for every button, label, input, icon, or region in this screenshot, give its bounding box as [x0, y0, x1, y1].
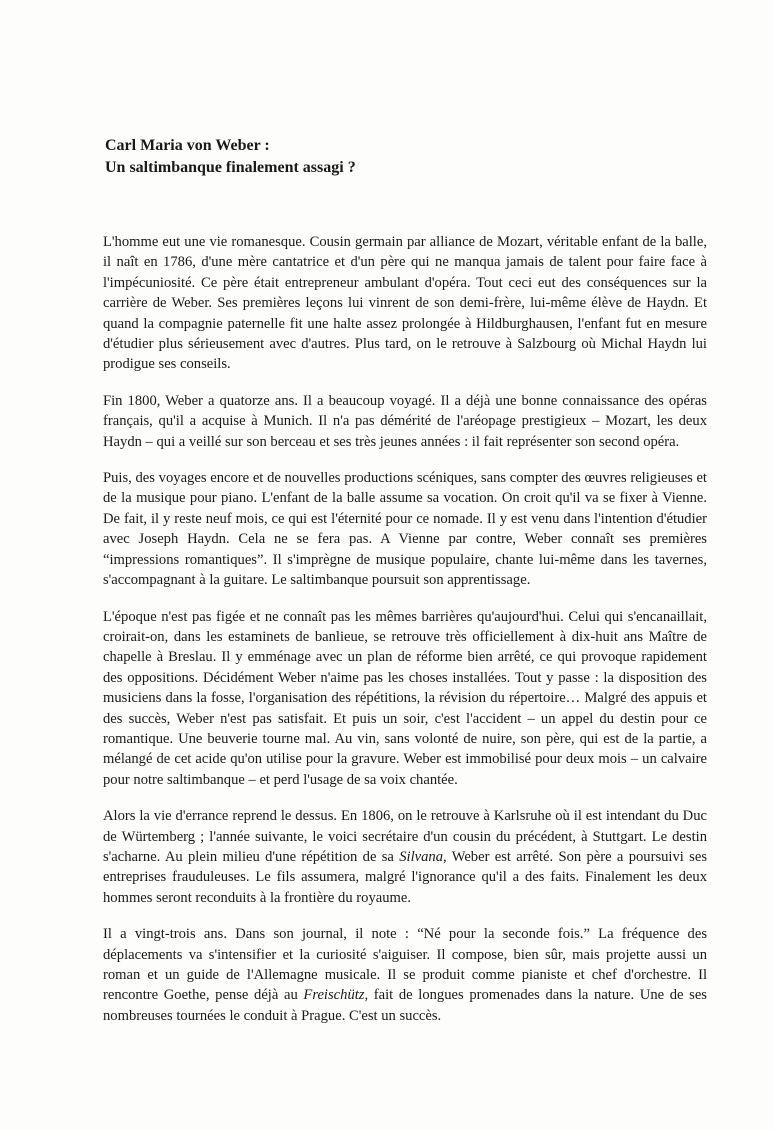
paragraph-text: , fait de longues promenades dans la nature. Une de ses nombreuses tournées le conduit à Prague. C'est un succès.: [103, 987, 707, 1024]
title-line-2: Un saltimbanque finalement assagi ?: [105, 159, 356, 176]
paragraph-text: L'époque n'est pas figée et ne connaît pas les mêmes barrières qu'aujourd'hui. Celui qui s'encanaillait, croirait-on, dans les estaminets de banlieue, se retrouve très officiellement à dix-huit ans Maître de chapelle à Breslau. Il y emménage avec un plan de réforme bien arrêté, ce qui provoque rapidement des oppositions. Décidément Weber n'aime pas les choses installées. Tout y passe : la disposition des musiciens dans la fosse, l'organisation des répétitions, la révision du répertoire… Malgré des appuis et des succès, Weber n'est pas satisfait. Et puis un soir, c'est l'accident – un appel du destin pour ce romantique. Une beuverie tourne mal. Au vin, sans volonté de nuire, son père, qui est de la partie, a mélangé de cet acide qu'on utilise pour la gravure. Weber est immobilisé pour deux mois – un calvaire pour notre saltimbanque – et perd l'usage de sa voix chantée.: [103, 608, 707, 788]
paragraph-text: Puis, des voyages encore et de nouvelles productions scéniques, sans compter des œuvres religieuses et de la musique pour piano. L'enfant de la balle assume sa vocation. On croit qu'il va se fixer à Vienne. De fait, il y reste neuf mois, ce qui est l'éternité pour ce nomade. Il y est venu dans l'intention d'étudier avec Joseph Haydn. Cela ne se fera pas. A Vienne par contre, Weber connaît ses premières “impressions romantiques”. Il s'imprègne de musique populaire, chante lui-même dans les tavernes, s'accompagnant à la guitare. Le saltimbanque poursuit son apprentissage.: [103, 470, 707, 589]
paragraph-text: Fin 1800, Weber a quatorze ans. Il a beaucoup voyagé. Il a déjà une bonne connaissance des opéras français, qu'il a acquise à Munich. Il n'a pas démérité de l'aréopage prestigieux – Mozart, les deux Haydn – qui a veillé sur son berceau et ses très jeunes années : il fait représenter son second opéra.: [103, 392, 707, 450]
paragraph: [103, 232, 707, 375]
paragraph-text: L'homme eut une vie romanesque. Cousin germain par alliance de Mozart, véritable enfant de la balle, il naît en 1786, d'une mère cantatrice et d'un père qui ne manqua jamais de talent pour faire face à l'impécuniosité. Ce père était entrepreneur ambulant d'opéra. Tout ceci eut des conséquences sur la carrière de Weber. Ses premières leçons lui vinrent de son demi-frère, lui-même élève de Haydn. Et quand la compagnie paternelle fit une halte assez prolongée à Hildburghausen, l'enfant fut en mesure d'étudier plus sérieusement avec d'autres. Plus tard, on le retrouve à Salzbourg où Michal Haydn lui prodigue ses conseils.: [103, 234, 707, 373]
paragraph-text: Alors la vie d'errance reprend le dessus. En 1806, on le retrouve à Karlsruhe où il est intendant du Duc de Würtemberg ; l'année suivante, le voici secrétaire d'un cousin du précédent, à Stuttgart. Le destin s'acharne. Au plein milieu d'une répétition de sa: [103, 808, 707, 865]
italic-title-text: Silvana: [399, 848, 444, 865]
paragraph-text: , Weber est arrêté. Son père a poursuivi ses entreprises frauduleuses. Le fils assumera, malgré l'ignorance qu'il a des faits. Finalement les deux hommes seront reconduits à la frontière du royaume.: [103, 848, 707, 906]
paragraph-text: Il a vingt-trois ans. Dans son journal, il note : “Né pour la seconde fois.” La fréquence des déplacements va s'intensifier et la curiosité s'aiguiser. Il compose, bien sûr, mais projette aussi un roman et un guide de l'Allemagne musicale. Il se produit comme pianiste et chef d'orchestre. Il rencontre Goethe, pense déjà au: [103, 926, 707, 1004]
paragraph: [103, 607, 707, 791]
paragraph: [103, 806, 707, 908]
article-body: [103, 232, 707, 1042]
paragraph: [103, 468, 707, 590]
paragraph: [103, 924, 707, 1026]
paragraph: [103, 391, 707, 452]
article-title: [105, 135, 705, 179]
italic-title-text: Freischütz: [303, 987, 365, 1004]
title-line-1: Carl Maria von Weber :: [105, 137, 270, 154]
